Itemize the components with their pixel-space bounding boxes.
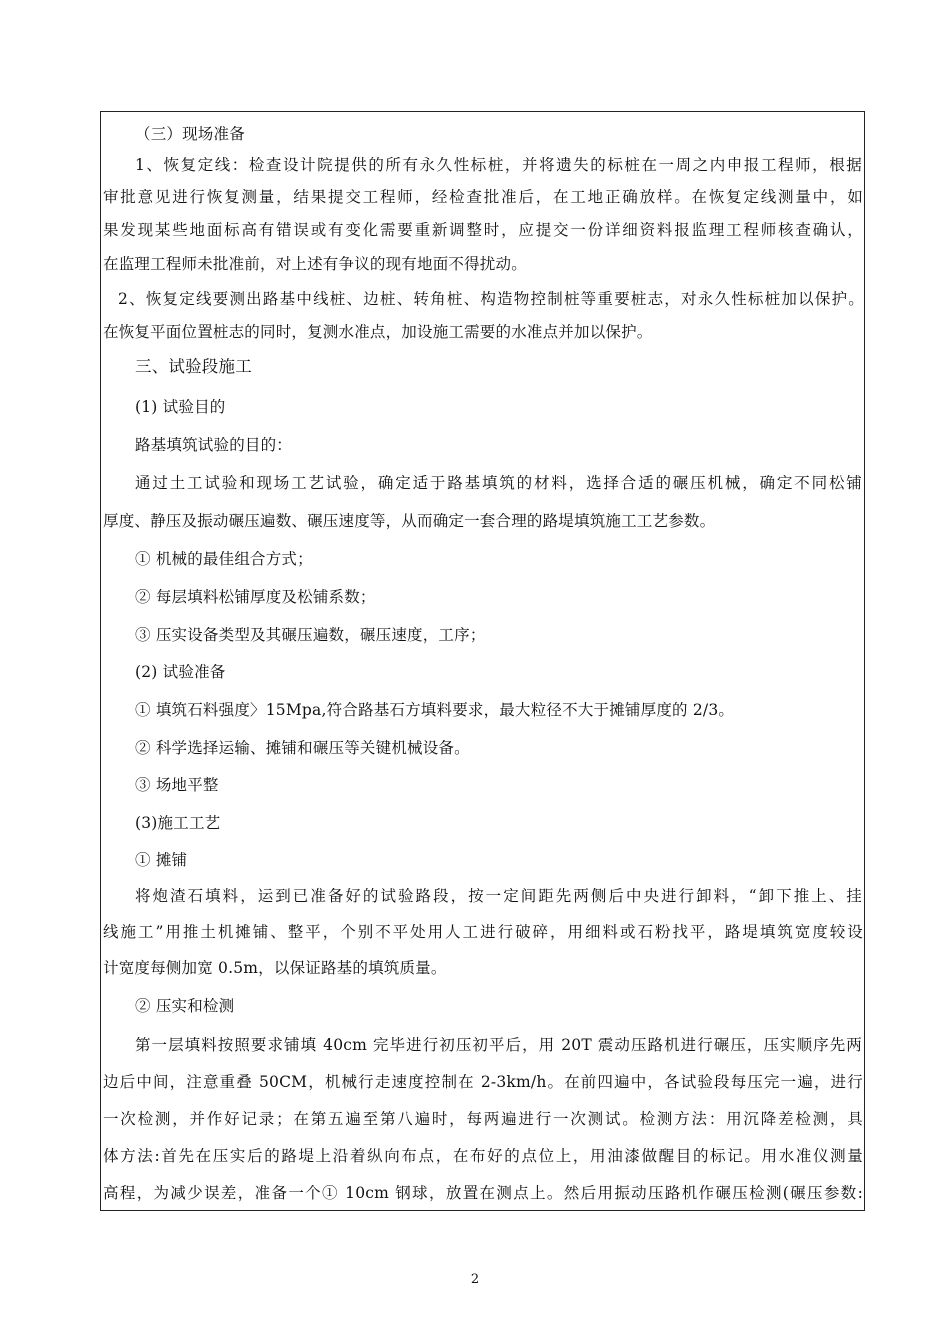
paragraph-line: 在恢复平面位置桩志的同时，复测水准点，加设施工需要的水准点并加以保护。 (103, 323, 653, 341)
paragraph-line: 1、恢复定线：检查设计院提供的所有永久性标桩，并将遗失的标桩在一周之内申报工程师，根据 (135, 156, 862, 174)
page-number: 2 (470, 1272, 480, 1287)
paragraph-line: 审批意见进行恢复测量，结果提交工程师，经检查批准后，在工地正确放样。在恢复定线测量中，如 (103, 188, 863, 206)
paragraph-line: 第一层填料按照要求铺填 40cm 完毕进行初压初平后，用 20T 震动压路机进行碾压，压实顺序先两 (135, 1036, 862, 1054)
list-item: ① 机械的最佳组合方式； (135, 550, 313, 568)
list-item: ① 摊铺 (135, 851, 188, 869)
subsection-heading: (2) 试验准备 (135, 663, 226, 681)
subsection-heading: (3)施工工艺 (135, 814, 221, 832)
list-item: ② 每层填料松铺厚度及松铺系数； (135, 588, 376, 606)
paragraph-line: 体方法:首先在压实后的路堤上沿着纵向布点，在布好的点位上，用油漆做醒目的标记。用水准仪测量 (103, 1147, 863, 1165)
list-item: ③ 压实设备类型及其碾压遍数，碾压速度，工序； (135, 626, 486, 644)
paragraph-line: 将炮渣石填料，运到已准备好的试验路段，按一定间距先两侧后中央进行卸料，“卸下推上、挂 (135, 887, 862, 905)
list-item: ② 科学选择运输、摊铺和碾压等关键机械设备。 (135, 739, 470, 757)
section-heading: 三、试验段施工 (135, 357, 252, 376)
list-item: ① 填筑石料强度〉15Mpa,符合路基石方填料要求，最大粒径不大于摊铺厚度的 2/3。 (135, 701, 735, 719)
paragraph-line: 厚度、静压及振动碾压遍数、碾压速度等，从而确定一套合理的路堤填筑施工工艺参数。 (103, 512, 716, 530)
list-item: ③ 场地平整 (135, 776, 219, 794)
subsection-heading: （三）现场准备 (135, 125, 245, 143)
paragraph-line: 边后中间，注意重叠 50CM，机械行走速度控制在 2-3km/h。在前四遍中，各试验段每压完一遍，进行 (103, 1073, 863, 1091)
paragraph-line: 线施工”用推土机摊铺、整平，个别不平处用人工进行破碎，用细料或石粉找平，路堤填筑宽度较设 (103, 923, 863, 941)
subsection-heading: (1) 试验目的 (135, 398, 226, 416)
paragraph-line: 果发现某些地面标高有错误或有变化需要重新调整时，应提交一份详细资料报监理工程师核查确认， (103, 221, 863, 239)
paragraph-line: 2、恢复定线要测出路基中线桩、边桩、转角桩、构造物控制桩等重要桩志，对永久性标桩加以保护。 (118, 290, 864, 308)
paragraph-line: 计宽度每侧加宽 0.5m，以保证路基的填筑质量。 (103, 959, 447, 977)
paragraph-line: 在监理工程师未批准前，对上述有争议的现有地面不得扰动。 (103, 255, 527, 273)
paragraph-line: 高程，为减少误差，准备一个① 10cm 钢球，放置在测点上。然后用振动压路机作碾压检测(碾压参数: (103, 1184, 863, 1202)
paragraph-line: 一次检测，并作好记录；在第五遍至第八遍时，每两遍进行一次测试。检测方法：用沉降差检测，具 (103, 1110, 863, 1128)
paragraph-line: 路基填筑试验的目的： (135, 436, 293, 454)
list-item: ② 压实和检测 (135, 997, 235, 1015)
paragraph-line: 通过土工试验和现场工艺试验，确定适于路基填筑的材料，选择合适的碾压机械，确定不同松铺 (135, 474, 862, 492)
